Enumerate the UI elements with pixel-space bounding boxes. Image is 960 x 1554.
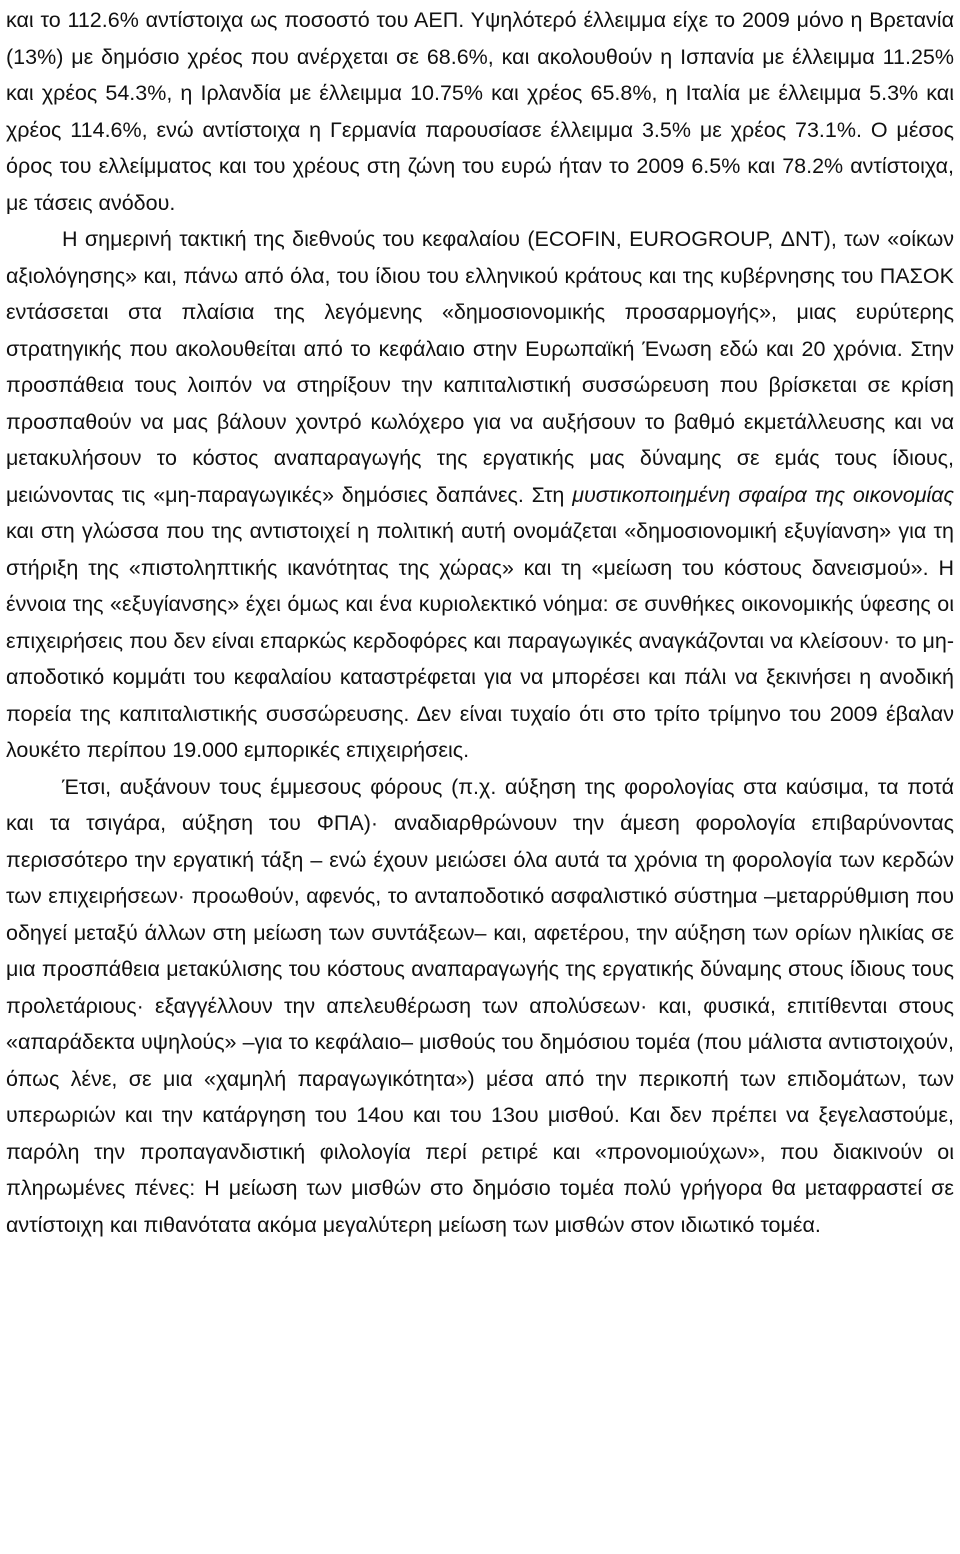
paragraph-2-italic-phrase: μυστικοποιημένη σφαίρα της οικονομίας xyxy=(572,482,955,507)
paragraph-3 xyxy=(6,769,954,1244)
paragraph-1 xyxy=(6,2,954,221)
paragraph-2-text-a: Η σημερινή τακτική της διεθνούς του κεφαλαίου (ECOFIN, EUROGROUP, ΔΝΤ), των «οίκων αξιολόγησης» και, πάνω από όλα, του ίδιου του ελληνικού κράτους και της κυβέρνησης του ΠΑΣΟΚ εντάσσεται στα πλαίσια της λεγόμενης «δημοσιονομικής προσαρμογής», μιας ευρύτερης στρατηγικής που ακολουθείται από το κεφάλαιο στην Ευρωπαϊκή Ένωση εδώ και 20 χρόνια. Στην προσπάθεια τους λοιπόν να στηρίξουν την καπιταλιστική συσσώρευση που βρίσκεται σε κρίση προσπαθούν να μας βάλουν χοντρό κωλόχερο για να αυξήσουν το βαθμό εκμετάλλευσης και να μετακυλήσουν το κόστος αναπαραγωγής της εργατικής μας δύναμης σε εμάς τους ίδιους, μειώνοντας τις «μη-παραγωγικές» δημόσιες δαπάνες. Στη xyxy=(6,227,954,507)
paragraph-2-text-b: και στη γλώσσα που της αντιστοιχεί η πολιτική αυτή ονομάζεται «δημοσιονομική εξυγίανση» για τη στήριξη της «πιστοληπτικής ικανότητας της χώρας» και τη «μείωση του κόστους δανεισμού». Η έννοια της «εξυγίανσης» έχει όμως και ένα κυριολεκτικό νόημα: σε συνθήκες οικονομικής ύφεσης οι επιχειρήσεις που δεν είναι επαρκώς κερδοφόρες και παραγωγικές αναγκάζονται να κλείσουν· το μη-αποδοτικό κομμάτι του κεφαλαίου καταστρέφεται για να μπορέσει και πάλι να ξεκινήσει η ανοδική πορεία της καπιταλιστικής συσσώρευσης. Δεν είναι τυχαίο ότι στο τρίτο τρίμηνο του 2009 έβαλαν λουκέτο περίπου 19.000 εμπορικές επιχειρήσεις. xyxy=(6,519,954,762)
paragraph-2 xyxy=(6,221,954,769)
paragraph-1-text: και το 112.6% αντίστοιχα ως ποσοστό του ΑΕΠ. Υψηλότερό έλλειμμα είχε το 2009 μόνο η Βρετανία (13%) με δημόσιο χρέος που ανέρχεται σε 68.6%, και ακολουθούν η Ισπανία με έλλειμμα 11.25% και χρέος 54.3%, η Ιρλανδία με έλλειμμα 10.75% και χρέος 65.8%, η Ιταλία με έλλειμμα 5.3% και χρέος 114.6%, ενώ αντίστοιχα η Γερμανία παρουσίασε έλλειμμα 3.5% με χρέος 73.1%. Ο μέσος όρος του ελλείμματος και του χρέους στη ζώνη του ευρώ ήταν το 2009 6.5% και 78.2% αντίστοιχα, με τάσεις ανόδου. xyxy=(6,8,954,215)
paragraph-3-text: Έτσι, αυξάνουν τους έμμεσους φόρους (π.χ. αύξηση της φορολογίας στα καύσιμα, τα ποτά και τα τσιγάρα, αύξηση του ΦΠΑ)· αναδιαρθρώνουν την άμεση φορολογία επιβαρύνοντας περισσότερο την εργατική τάξη – ενώ έχουν μειώσει όλα αυτά τα χρόνια τη φορολογία των κερδών των επιχειρήσεων· προωθούν, αφενός, το ανταποδοτικό ασφαλιστικό σύστημα –μεταρρύθμιση που οδηγεί μεταξύ άλλων στη μείωση των συντάξεων– και, αφετέρου, την αύξηση των ορίων ηλικίας σε μια προσπάθεια μετακύλισης του κόστους αναπαραγωγής της εργατικής δύναμης στους ίδιους τους προλετάριους· εξαγγέλλουν την απελευθέρωση των απολύσεων· και, φυσικά, επιτίθενται στους «απαράδεκτα υψηλούς» –για το κεφάλαιο– μισθούς του δημόσιου τομέα (που μάλιστα αντιστοιχούν, όπως λένε, σε μια «χαμηλή παραγωγικότητα») μέσα από την περικοπή των επιδομάτων, των υπερωριών και την κατάργηση του 14ου και του 13ου μισθού. Και δεν πρέπει να ξεγελαστούμε, παρόλη την προπαγανδιστική φιλολογία περί ρετιρέ και «προνομιούχων», που διακινούν οι πληρωμένες πένες: Η μείωση των μισθών στο δημόσιο τομέα πολύ γρήγορα θα μεταφραστεί σε αντίστοιχη και πιθανότατα ακόμα μεγαλύτερη μείωση των μισθών στον ιδιωτικό τομέα. xyxy=(6,774,954,1237)
